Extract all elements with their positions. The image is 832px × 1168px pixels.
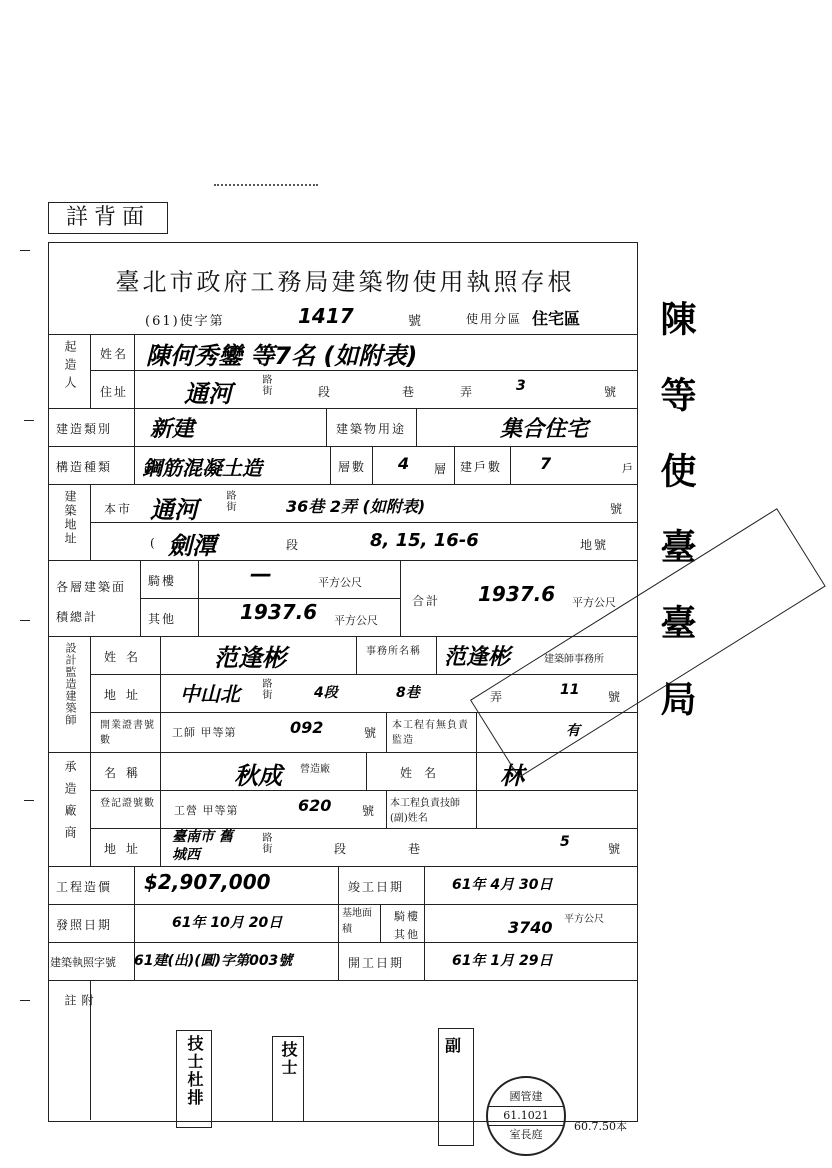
complete-value: 61年 4月 30日 — [452, 877, 553, 893]
contractor-address-no: 5 — [560, 834, 570, 850]
area-total-label: 合計 — [412, 594, 441, 608]
site-lots: 8, 15, 16-6 — [370, 530, 479, 551]
architect-supervisor-value: 有 — [566, 723, 580, 739]
building-type-value: 新建 — [150, 417, 195, 442]
architect-office-value: 范逢彬 — [444, 645, 511, 670]
contractor-address-duan: 段 — [334, 842, 349, 856]
architect-address-duan: 4段 — [314, 685, 338, 701]
contractor-address-hao: 號 — [608, 842, 623, 856]
contractor-address-label: 地址 — [104, 842, 149, 856]
architect-address-value: 中山北 — [180, 682, 240, 706]
site-label: 建築地址 — [63, 490, 77, 546]
permit-label: 建築執照字號 — [50, 956, 116, 969]
area-arcade-value: — — [250, 562, 272, 587]
form-code: 60.7.50本 — [574, 1120, 627, 1133]
contractor-section-label: 承造廠商 — [63, 760, 77, 848]
cost-value: $2,907,000 — [144, 870, 271, 894]
left-margin-ticks — [20, 240, 40, 1100]
architect-name-value: 范逢彬 — [214, 644, 286, 672]
contractor-cert-label: 登記證號數 — [100, 798, 155, 809]
architect-address-label: 地址 — [104, 688, 149, 702]
units-label: 建戶數 — [460, 460, 503, 474]
round-seal: 國管建 61.1021 室長庭 — [486, 1076, 566, 1156]
right-margin-text: 陳等使臺臺局 — [655, 300, 696, 756]
notes-label: 附註 — [63, 994, 94, 1066]
area-other-label: 其他 — [148, 612, 177, 626]
contractor-cert-value: 620 — [298, 796, 332, 815]
issue-value: 61年 10月 20日 — [172, 915, 283, 931]
architect-office-suffix: 建築師事務所 — [544, 654, 604, 665]
architect-cert-value: 092 — [290, 718, 324, 737]
applicant-address-hao: 號 — [604, 385, 619, 399]
zone-value: 住宅區 — [532, 309, 581, 328]
site-hao: 號 — [610, 502, 625, 516]
area-total-value: 1937.6 — [478, 582, 556, 606]
contractor-person-value: 林 — [500, 762, 524, 790]
site-city: 本市 — [104, 502, 133, 516]
corner-tag: 詳背面 — [48, 202, 168, 234]
contractor-cert-suffix: 號 — [362, 804, 377, 818]
issue-label: 發照日期 — [56, 918, 113, 932]
base-arcade: 騎樓 — [394, 910, 420, 923]
stamp-inspector-2: 技士 — [272, 1036, 304, 1122]
architect-section-label: 設計監造建築師 — [64, 642, 77, 726]
applicant-address-road: 路街 — [260, 374, 271, 396]
contractor-address-value: 臺南市 舊城西 — [172, 829, 233, 863]
form-title: 臺北市政府工務局建築物使用執照存根 — [115, 268, 575, 296]
license-number: 1417 — [298, 304, 354, 328]
architect-address-xiang: 8巷 — [396, 685, 420, 701]
site-road: 通河 — [150, 496, 198, 524]
contractor-engineer-label: 本工程負責技師(副)姓名 — [390, 798, 460, 824]
site-road-unit: 路街 — [224, 490, 235, 512]
applicant-address-no: 3 — [516, 378, 526, 394]
applicant-section-label: 起造人 — [63, 340, 77, 394]
area-arcade-unit: 平方公尺 — [318, 576, 362, 589]
base-other: 其他 — [394, 928, 420, 941]
contractor-address-xiang: 巷 — [408, 842, 423, 856]
site-lane: 36巷 2弄 (如附表) — [286, 497, 426, 516]
site-section-open: ( — [150, 536, 157, 550]
applicant-name-label: 姓名 — [100, 347, 129, 361]
applicant-address-value: 通河 — [184, 380, 232, 408]
permit-value: 61建(出)(圓)字第003號 — [134, 953, 293, 969]
top-scribble — [214, 184, 318, 192]
site-lot-unit: 地號 — [580, 538, 609, 552]
start-value: 61年 1月 29日 — [452, 953, 553, 969]
floors-unit: 層 — [434, 462, 449, 476]
stamp-deputy: 副 — [438, 1028, 474, 1146]
applicant-address-duan: 段 — [318, 385, 333, 399]
floors-label: 層數 — [338, 460, 367, 474]
site-section: 劍潭 — [168, 532, 216, 560]
architect-address-nong: 弄 — [490, 690, 505, 704]
start-label: 開工日期 — [348, 956, 405, 970]
architect-address-hao: 號 — [608, 690, 623, 704]
contractor-name-label: 名稱 — [104, 766, 149, 780]
architect-cert-suffix: 號 — [364, 726, 379, 740]
contractor-name-value: 秋成 — [234, 762, 282, 790]
architect-cert-label: 開業證書號數 — [100, 720, 155, 746]
applicant-name-value: 陳何秀鑾 等7名 (如附表) — [146, 342, 418, 370]
building-type-label: 建造類別 — [56, 422, 113, 436]
license-suffix: 號 — [408, 314, 424, 329]
complete-label: 竣工日期 — [348, 880, 405, 894]
contractor-name-suffix: 營造廠 — [300, 764, 330, 775]
units-value: 7 — [540, 454, 552, 473]
structure-value: 鋼筋混凝土造 — [142, 456, 262, 480]
applicant-address-label: 住址 — [100, 385, 129, 399]
area-other-unit: 平方公尺 — [334, 614, 378, 627]
architect-cert-prefix: 工師 甲等第 — [172, 726, 237, 739]
license-prefix: (61)使字第 — [145, 314, 225, 329]
contractor-address-road: 路街 — [260, 832, 271, 854]
contractor-cert-prefix: 工營 甲等第 — [174, 804, 239, 817]
stamp-inspector-1: 技士杜排 — [176, 1030, 212, 1128]
architect-office-label: 事務所名稱 — [366, 646, 421, 657]
area-label: 各層建築面積總計 — [56, 580, 127, 624]
area-other-value: 1937.6 — [240, 600, 318, 624]
zone-label: 使用分區 — [466, 312, 523, 326]
building-use-value: 集合住宅 — [500, 417, 589, 442]
applicant-address-nong: 弄 — [460, 385, 475, 399]
base-unit: 平方公尺 — [564, 914, 604, 925]
architect-name-label: 姓名 — [104, 650, 149, 664]
building-use-label: 建築物用途 — [336, 422, 407, 436]
cost-label: 工程造價 — [56, 880, 113, 894]
area-arcade-label: 騎樓 — [148, 574, 177, 588]
area-total-unit: 平方公尺 — [572, 596, 616, 609]
site-section-unit: 段 — [286, 538, 301, 552]
base-label: 基地面積 — [342, 908, 372, 935]
architect-address-road: 路街 — [260, 678, 271, 700]
architect-supervisor-label: 本工程有無負責監造 — [392, 720, 469, 746]
contractor-person-label: 姓名 — [400, 766, 449, 780]
architect-address-no: 11 — [560, 682, 580, 698]
base-value: 3740 — [508, 918, 553, 937]
applicant-address-xiang: 巷 — [402, 385, 417, 399]
structure-label: 構造種類 — [56, 460, 113, 474]
floors-value: 4 — [398, 454, 410, 473]
units-unit: 戶 — [622, 462, 633, 475]
